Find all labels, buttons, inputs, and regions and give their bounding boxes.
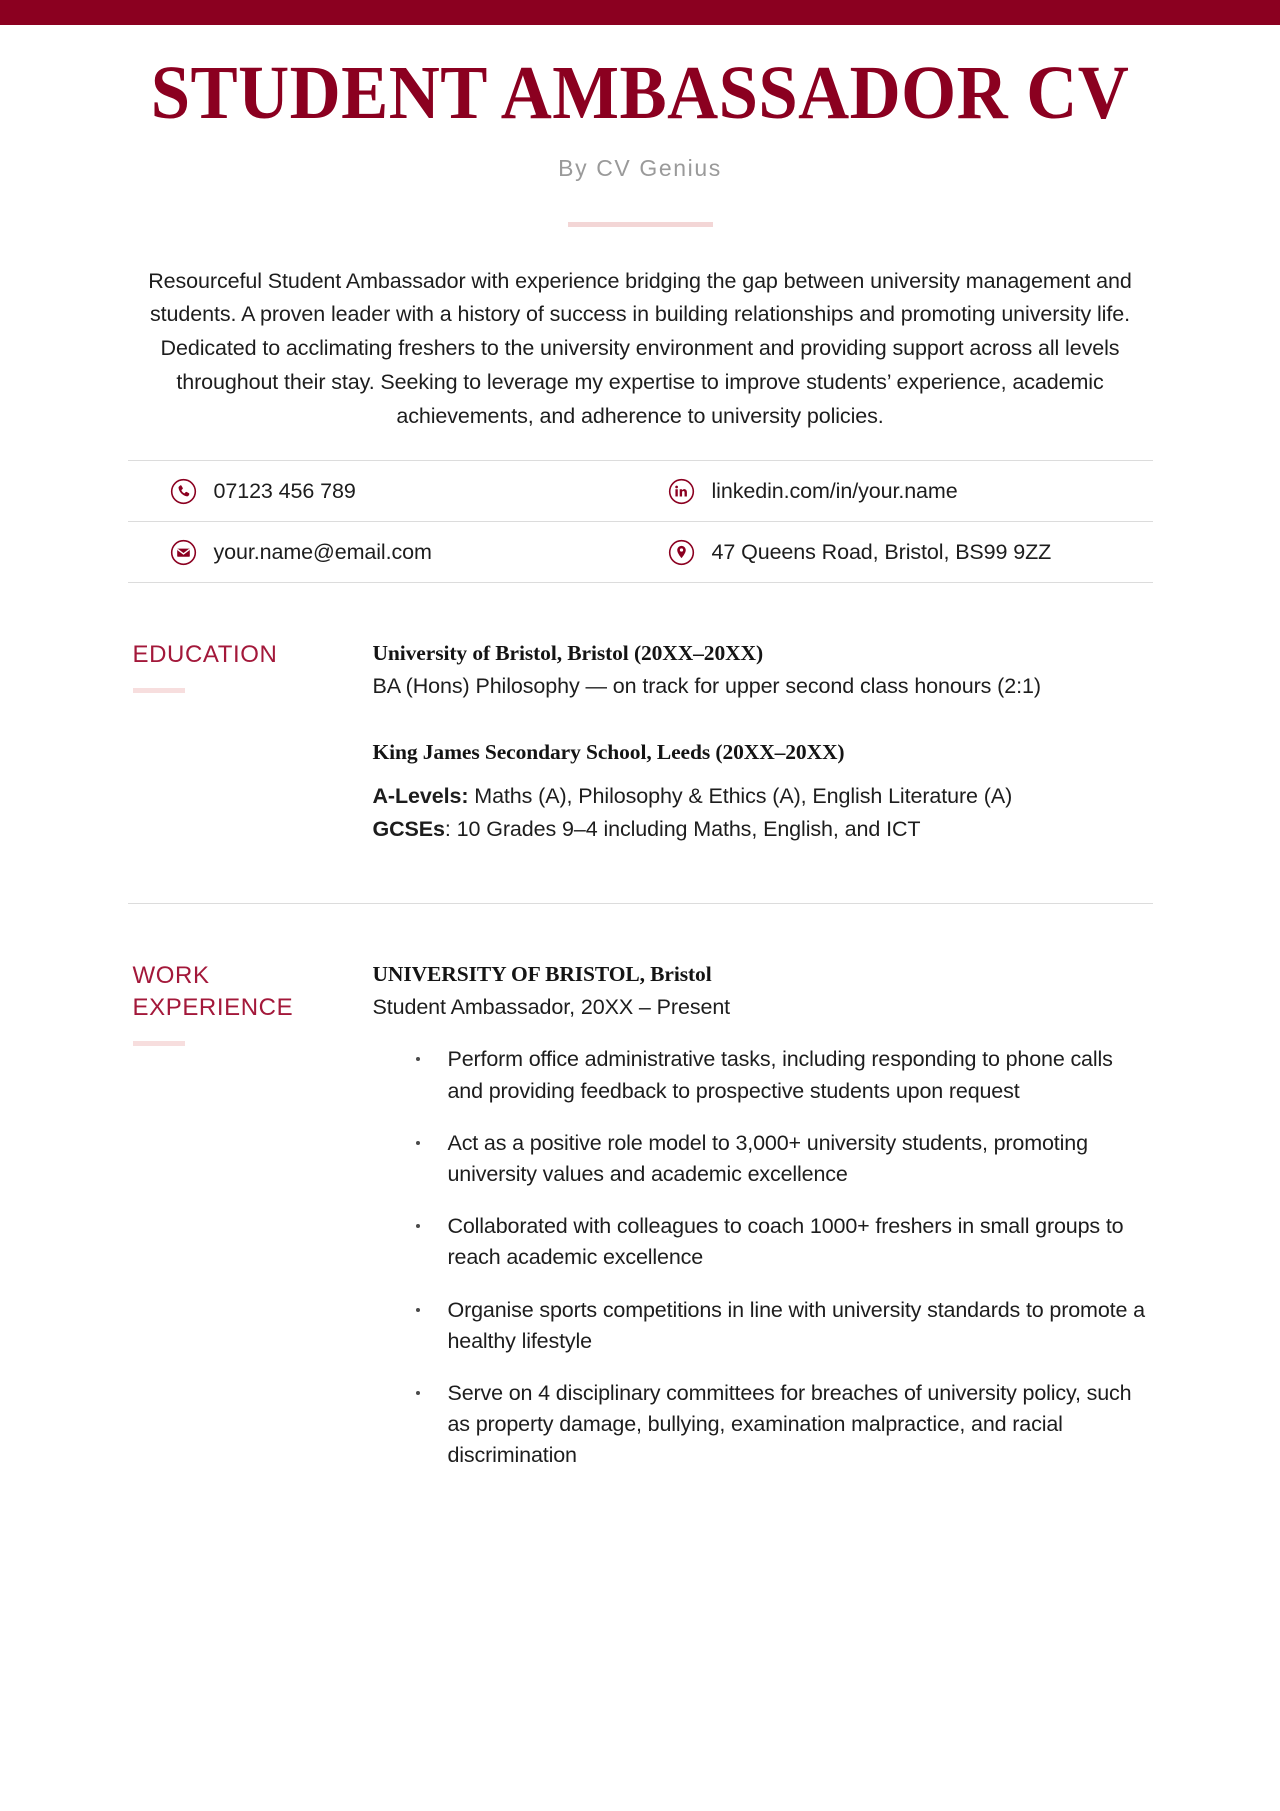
education-gcses	[373, 814, 1148, 845]
work-employer: UNIVERSITY OF BRISTOL, Bristol	[372, 961, 712, 986]
education-entry-university	[373, 639, 1148, 702]
gcses-value: : 10 Grades 9–4 including Maths, English, and ICT	[444, 817, 921, 842]
education-detail: BA (Hons) Philosophy — on track for upper second class honours (2:1)	[372, 674, 1041, 699]
education-institution: King James Secondary School, Leeds (20XX–20XX)	[372, 739, 845, 764]
education-heading: EDUCATION	[132, 641, 278, 669]
contact-linkedin-value: linkedin.com/in/your.name	[711, 478, 958, 503]
education-section	[128, 583, 1153, 845]
alevels-value: Maths (A), Philosophy & Ethics (A), English Literature (A)	[468, 783, 1013, 808]
work-experience-section	[128, 904, 1153, 1471]
work-role: Student Ambassador, 20XX – Present	[372, 994, 731, 1019]
education-institution: University of Bristol, Bristol (20XX–20XX)	[372, 641, 764, 666]
contact-section	[128, 460, 1153, 583]
contact-email-value: your.name@email.com	[213, 539, 432, 564]
education-alevels	[373, 781, 1148, 812]
professional-summary: Resourceful Student Ambassador with experience bridging the gap between university management and students. A proven leader with a history of success in building relationships and promoting university life. Dedicated to acclimating freshers to the university environment and providing support across all levels throughout their stay. Seeking to leverage my expertise to improve students’ experience, academic achievements, and adherence to university policies.	[148, 268, 1132, 429]
email-icon	[170, 539, 197, 566]
contact-row-2	[128, 522, 1153, 582]
byline: By CV Genius	[558, 154, 722, 181]
work-heading	[133, 960, 373, 1024]
linkedin-icon	[668, 478, 695, 505]
title-divider	[568, 222, 713, 227]
work-label-underline	[133, 1041, 185, 1046]
list-item: Organise sports competitions in line with university standards to promote a healthy lifestyle	[413, 1295, 1148, 1357]
work-bullet-list	[373, 1044, 1148, 1471]
education-body	[373, 639, 1153, 845]
work-label-column	[128, 960, 373, 1471]
cv-header	[0, 25, 1280, 227]
gcses-label: GCSEs	[372, 817, 445, 842]
contact-email[interactable]	[128, 539, 628, 566]
work-heading-line2: EXPERIENCE	[132, 993, 294, 1021]
location-pin-icon	[668, 539, 695, 566]
education-entry-school	[373, 738, 1148, 845]
list-item: Collaborated with colleagues to coach 1000+ freshers in small groups to reach academic excellence	[413, 1211, 1148, 1273]
contact-address-value: 47 Queens Road, Bristol, BS99 9ZZ	[711, 539, 1052, 564]
work-body	[373, 960, 1153, 1471]
contact-address[interactable]	[628, 539, 1153, 566]
page-title: STUDENT AMBASSADOR CV	[150, 51, 1130, 135]
list-item: Act as a positive role model to 3,000+ university students, promoting university values and academic excellence	[413, 1128, 1148, 1190]
top-accent-bar	[0, 0, 1280, 25]
contact-row-1	[128, 461, 1153, 521]
education-label-column	[128, 639, 373, 845]
education-label-underline	[133, 688, 185, 693]
list-item: Perform office administrative tasks, including responding to phone calls and providing feedback to prospective students upon request	[413, 1044, 1148, 1106]
contact-phone-value: 07123 456 789	[213, 478, 356, 503]
work-heading-line1: WORK	[132, 961, 210, 989]
phone-icon	[170, 478, 197, 505]
alevels-label: A-Levels:	[372, 783, 469, 808]
list-item: Serve on 4 disciplinary committees for breaches of university policy, such as property damage, bullying, examination malpractice, and racial discrimination	[413, 1378, 1148, 1472]
contact-linkedin[interactable]	[628, 478, 1153, 505]
contact-phone[interactable]	[128, 478, 628, 505]
